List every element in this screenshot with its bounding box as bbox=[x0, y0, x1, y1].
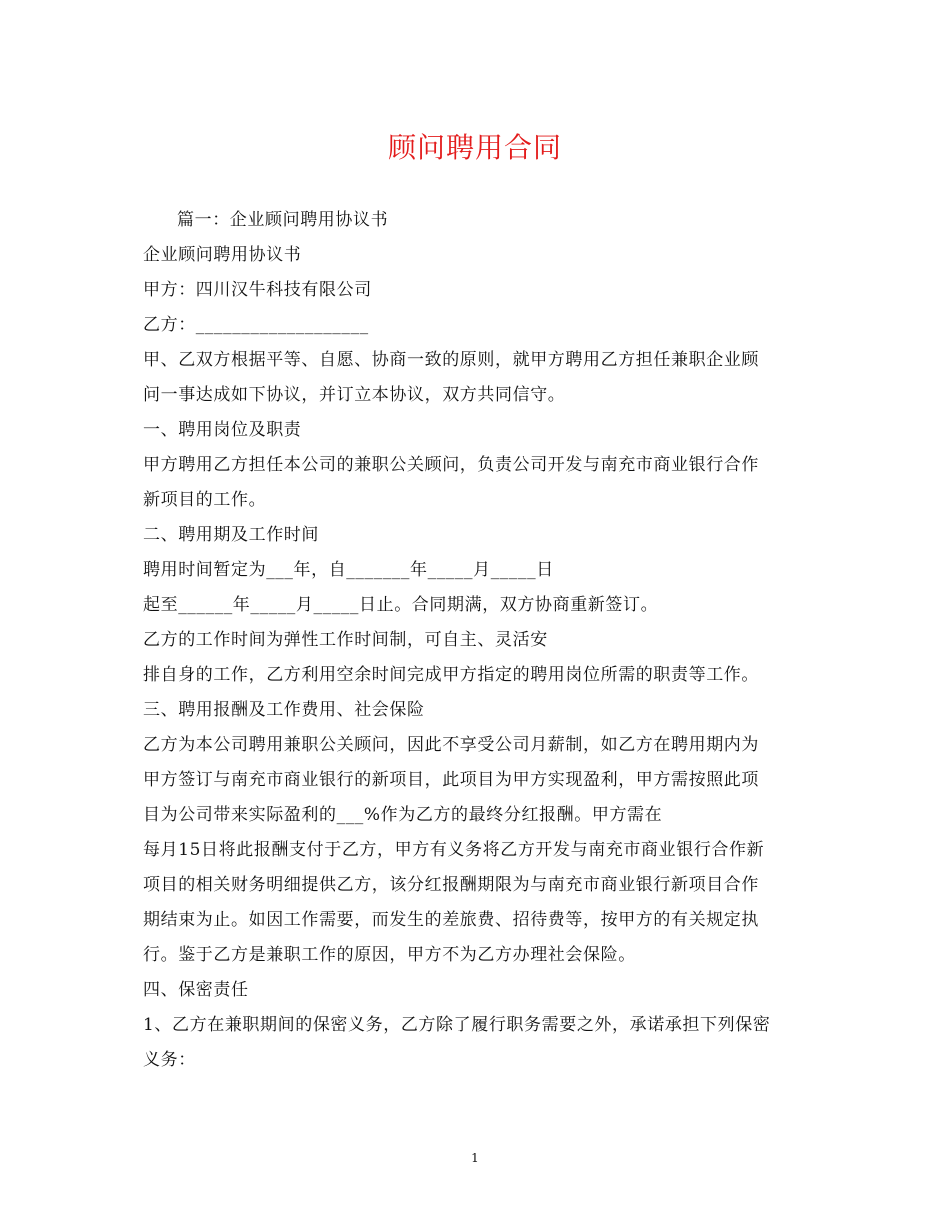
paragraph-line: 起至______年_____月_____日止。合同期满，双方协商重新签订。 bbox=[143, 595, 659, 615]
paragraph-line: 甲、乙双方根据平等、自愿、协商一致的原则，就甲方聘用乙方担任兼职企业顾 bbox=[143, 350, 759, 370]
party-b-line: 乙方：___________________ bbox=[143, 315, 369, 335]
paragraph-line: 行。鉴于乙方是兼职工作的原因，甲方不为乙方办理社会保险。 bbox=[143, 945, 636, 965]
paragraph-line: 乙方的工作时间为弹性工作时间制，可自主、灵活安 bbox=[143, 630, 548, 650]
section-heading: 三、聘用报酬及工作费用、社会保险 bbox=[143, 700, 425, 720]
paragraph-line: 项目的相关财务明细提供乙方，该分红报酬期限为与南充市商业银行新项目合作 bbox=[143, 875, 759, 895]
section-heading: 四、保密责任 bbox=[143, 980, 249, 1000]
paragraph-line: 每月15日将此报酬支付于乙方，甲方有义务将乙方开发与南充市商业银行合作新 bbox=[143, 840, 765, 860]
section-heading: 二、聘用期及工作时间 bbox=[143, 525, 319, 545]
paragraph-line: 新项目的工作。 bbox=[143, 490, 267, 510]
paragraph-line: 目为公司带来实际盈利的___%作为乙方的最终分红报酬。甲方需在 bbox=[143, 805, 663, 825]
paragraph-line: 聘用时间暂定为___年，自_______年_____月_____日 bbox=[143, 560, 554, 580]
section-heading: 一、聘用岗位及职责 bbox=[143, 420, 302, 440]
section-heading-part-one: 篇一：企业顾问聘用协议书 bbox=[177, 210, 389, 230]
paragraph-line: 问一事达成如下协议，并订立本协议，双方共同信守。 bbox=[143, 385, 566, 405]
paragraph-line: 期结束为止。如因工作需要，而发生的差旅费、招待费等，按甲方的有关规定执 bbox=[143, 910, 759, 930]
paragraph-line: 排自身的工作，乙方利用空余时间完成甲方指定的聘用岗位所需的职责等工作。 bbox=[143, 665, 759, 685]
party-a-line: 甲方：四川汉牛科技有限公司 bbox=[143, 280, 372, 300]
paragraph-line: 乙方为本公司聘用兼职公关顾问，因此不享受公司月薪制，如乙方在聘用期内为 bbox=[143, 735, 759, 755]
document-body bbox=[143, 203, 823, 1078]
paragraph-line: 1、乙方在兼职期间的保密义务，乙方除了履行职务需要之外，承诺承担下列保密 bbox=[143, 1015, 771, 1035]
document-title: 顾问聘用合同 bbox=[387, 131, 562, 164]
paragraph-line: 甲方聘用乙方担任本公司的兼职公关顾问，负责公司开发与南充市商业银行合作 bbox=[143, 455, 759, 475]
paragraph-line: 甲方签订与南充市商业银行的新项目，此项目为甲方实现盈利，甲方需按照此项 bbox=[143, 770, 759, 790]
paragraph-line: 义务： bbox=[143, 1050, 196, 1070]
page-number: 1 bbox=[471, 1151, 479, 1165]
agreement-heading: 企业顾问聘用协议书 bbox=[143, 245, 302, 265]
